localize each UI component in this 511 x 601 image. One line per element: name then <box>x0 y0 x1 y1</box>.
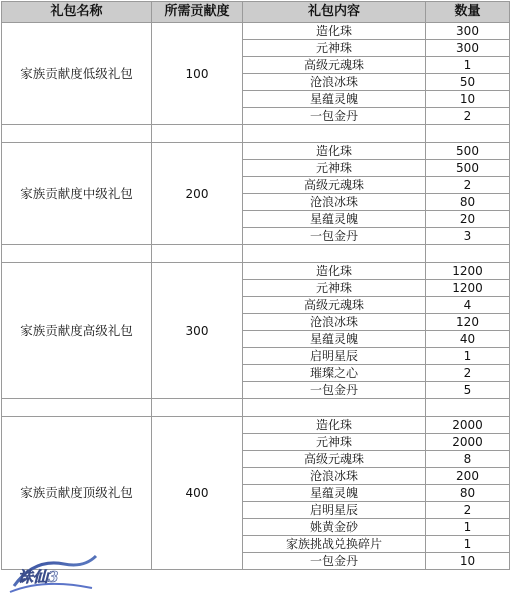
quantity-cell: 300 <box>426 40 510 57</box>
spacer-cell <box>152 399 243 417</box>
item-cell: 璀璨之心 <box>243 365 426 382</box>
spacer-cell <box>243 399 426 417</box>
quantity-cell: 2000 <box>426 417 510 434</box>
quantity-cell: 2 <box>426 108 510 125</box>
item-cell: 启明星辰 <box>243 502 426 519</box>
spacer-cell <box>243 245 426 263</box>
contribution-cell: 100 <box>152 23 243 125</box>
item-cell: 星蕴灵魄 <box>243 485 426 502</box>
contribution-cell: 400 <box>152 417 243 570</box>
quantity-cell: 2 <box>426 365 510 382</box>
spacer-cell <box>426 399 510 417</box>
contribution-cell: 200 <box>152 143 243 245</box>
item-cell: 家族挑战兑换碎片 <box>243 536 426 553</box>
spacer-cell <box>152 245 243 263</box>
spacer-cell <box>2 399 152 417</box>
item-cell: 沧浪冰珠 <box>243 314 426 331</box>
item-cell: 一包金丹 <box>243 553 426 570</box>
quantity-cell: 1200 <box>426 263 510 280</box>
quantity-cell: 10 <box>426 91 510 108</box>
item-cell: 元神珠 <box>243 280 426 297</box>
header-row <box>2 2 510 23</box>
item-cell: 沧浪冰珠 <box>243 468 426 485</box>
header-contribution: 所需贡献度 <box>152 2 243 23</box>
header-pack-name: 礼包名称 <box>2 2 152 23</box>
quantity-cell: 120 <box>426 314 510 331</box>
item-cell: 元神珠 <box>243 160 426 177</box>
quantity-cell: 4 <box>426 297 510 314</box>
spacer-cell <box>426 245 510 263</box>
item-cell: 一包金丹 <box>243 108 426 125</box>
quantity-cell: 20 <box>426 211 510 228</box>
quantity-cell: 1 <box>426 57 510 74</box>
quantity-cell: 200 <box>426 468 510 485</box>
quantity-cell: 10 <box>426 553 510 570</box>
quantity-cell: 1 <box>426 348 510 365</box>
quantity-cell: 80 <box>426 485 510 502</box>
table-row <box>2 143 510 160</box>
item-cell: 造化珠 <box>243 23 426 40</box>
quantity-cell: 5 <box>426 382 510 399</box>
item-cell: 星蕴灵魄 <box>243 331 426 348</box>
item-cell: 高级元魂珠 <box>243 297 426 314</box>
quantity-cell: 80 <box>426 194 510 211</box>
header-contents: 礼包内容 <box>243 2 426 23</box>
spacer-row <box>2 125 510 143</box>
spacer-row <box>2 245 510 263</box>
item-cell: 造化珠 <box>243 143 426 160</box>
item-cell: 沧浪冰珠 <box>243 194 426 211</box>
spacer-cell <box>2 125 152 143</box>
spacer-cell <box>243 125 426 143</box>
logo-text: 诛仙3 <box>18 568 59 586</box>
item-cell: 姚黄金砂 <box>243 519 426 536</box>
contribution-cell: 300 <box>152 263 243 399</box>
item-cell: 启明星辰 <box>243 348 426 365</box>
spacer-cell <box>152 125 243 143</box>
item-cell: 造化珠 <box>243 263 426 280</box>
item-cell: 沧浪冰珠 <box>243 74 426 91</box>
item-cell: 高级元魂珠 <box>243 57 426 74</box>
item-cell: 元神珠 <box>243 434 426 451</box>
item-cell: 高级元魂珠 <box>243 177 426 194</box>
item-cell: 造化珠 <box>243 417 426 434</box>
game-logo <box>4 548 102 598</box>
quantity-cell: 40 <box>426 331 510 348</box>
pack-name-cell: 家族贡献度中级礼包 <box>2 143 152 245</box>
quantity-cell: 8 <box>426 451 510 468</box>
item-cell: 元神珠 <box>243 40 426 57</box>
spacer-cell <box>2 245 152 263</box>
pack-name-cell: 家族贡献度高级礼包 <box>2 263 152 399</box>
spacer-row <box>2 399 510 417</box>
table-row <box>2 23 510 40</box>
table-row <box>2 263 510 280</box>
quantity-cell: 300 <box>426 23 510 40</box>
item-cell: 星蕴灵魄 <box>243 211 426 228</box>
quantity-cell: 500 <box>426 160 510 177</box>
item-cell: 一包金丹 <box>243 228 426 245</box>
quantity-cell: 2000 <box>426 434 510 451</box>
pack-name-cell: 家族贡献度低级礼包 <box>2 23 152 125</box>
quantity-cell: 1 <box>426 519 510 536</box>
spacer-cell <box>426 125 510 143</box>
header-quantity: 数量 <box>426 2 510 23</box>
quantity-cell: 1200 <box>426 280 510 297</box>
table-body <box>2 23 510 570</box>
quantity-cell: 50 <box>426 74 510 91</box>
quantity-cell: 3 <box>426 228 510 245</box>
table-row <box>2 417 510 434</box>
item-cell: 一包金丹 <box>243 382 426 399</box>
item-cell: 高级元魂珠 <box>243 451 426 468</box>
quantity-cell: 2 <box>426 502 510 519</box>
pack-name-cell: 家族贡献度顶级礼包 <box>2 417 152 570</box>
gift-pack-table <box>1 1 510 570</box>
quantity-cell: 500 <box>426 143 510 160</box>
quantity-cell: 1 <box>426 536 510 553</box>
item-cell: 星蕴灵魄 <box>243 91 426 108</box>
quantity-cell: 2 <box>426 177 510 194</box>
